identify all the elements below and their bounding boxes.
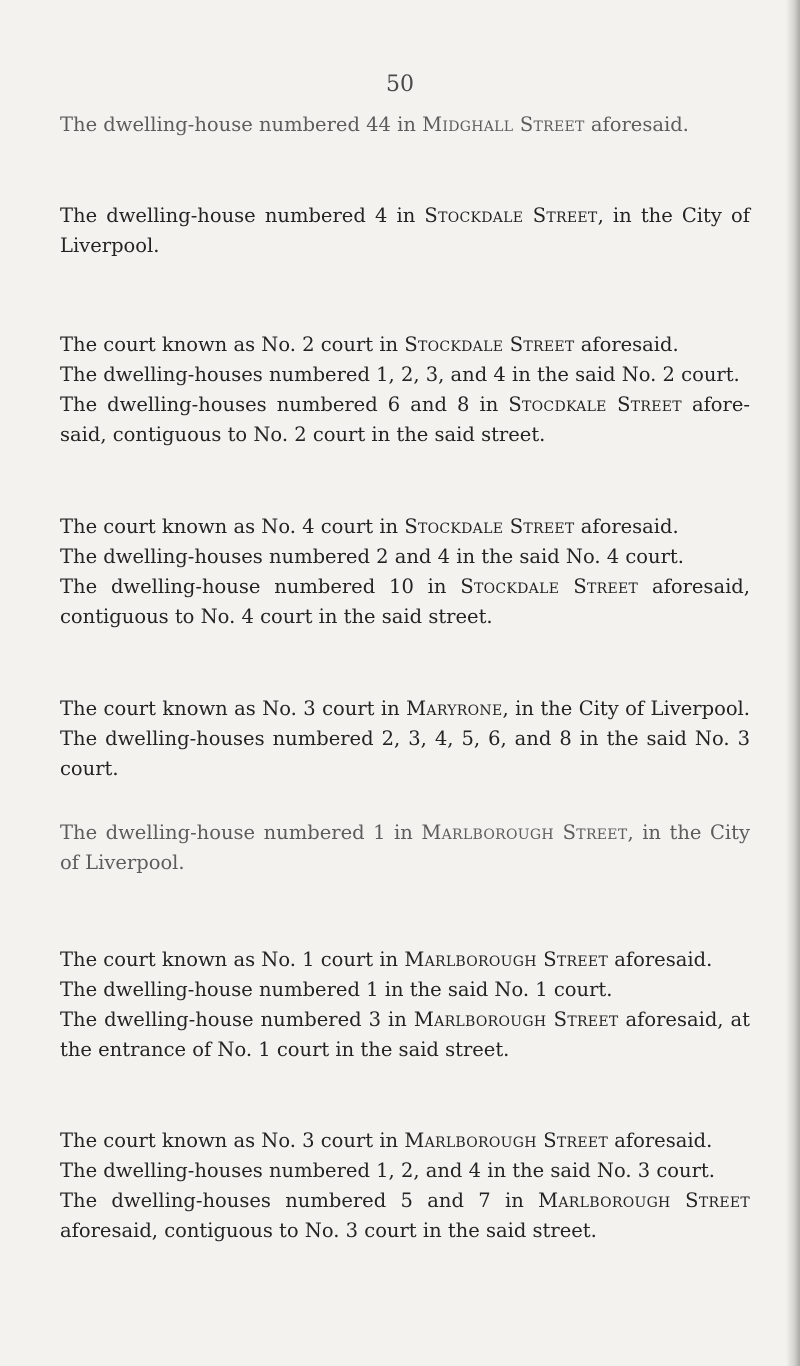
- street-name: Marlborough Street: [404, 948, 609, 971]
- text-line: contiguous to No. 4 court in the said street.: [60, 605, 493, 628]
- entry-stockdale-court-2: [60, 330, 750, 450]
- text-line: The dwelling-houses numbered 1, 2, 3, and 4 in the said No. 2 court.: [60, 363, 740, 386]
- text-line: the entrance of No. 1 court in the said street.: [60, 1038, 510, 1061]
- street-name: Marlborough Street: [421, 821, 628, 844]
- entry-marlborough-court-1: [60, 945, 750, 1065]
- text-line: The dwelling-houses numbered 5 and 7 in Marlborough Street: [60, 1189, 750, 1212]
- text-line: The dwelling-house numbered 1 in Marlborough Street, in the City: [60, 821, 750, 844]
- page-number: 50: [386, 72, 414, 97]
- street-name: Stocdkale Street: [508, 393, 682, 416]
- street-name: Marlborough Street: [538, 1189, 750, 1212]
- text-line: The court known as No. 3 court in Maryrone, in the City of Liverpool.: [60, 697, 750, 720]
- text-line: The dwelling-house numbered 10 in Stockdale Street aforesaid,: [60, 575, 750, 598]
- text-line: The dwelling-houses numbered 2, 3, 4, 5, 6, and 8 in the said No. 3: [60, 727, 750, 750]
- text-line: of Liverpool.: [60, 851, 185, 874]
- text-line: The court known as No. 3 court in Marlborough Street aforesaid.: [60, 1129, 713, 1152]
- text-line: Liverpool.: [60, 234, 160, 257]
- text-line: The dwelling-houses numbered 2 and 4 in the said No. 4 court.: [60, 545, 684, 568]
- text-line: aforesaid, contiguous to No. 3 court in the said street.: [60, 1219, 597, 1242]
- text-line: said, contiguous to No. 2 court in the said street.: [60, 423, 546, 446]
- text-line: The court known as No. 2 court in Stockdale Street aforesaid.: [60, 333, 679, 356]
- page-edge-shadow: [786, 0, 800, 1366]
- street-name: Maryrone: [406, 697, 503, 720]
- entry-maryrone-court-3: [60, 694, 750, 784]
- street-name: Marlborough Street: [413, 1008, 619, 1031]
- text-line: The dwelling-houses numbered 6 and 8 in Stocdkale Street afore-: [60, 393, 750, 416]
- entry-stockdale-4: [60, 201, 750, 261]
- street-name: Stockdale Street: [460, 575, 639, 598]
- text-line: court.: [60, 757, 119, 780]
- text-line: The court known as No. 4 court in Stockdale Street aforesaid.: [60, 515, 679, 538]
- text-line: The dwelling-houses numbered 1, 2, and 4 in the said No. 3 court.: [60, 1159, 715, 1182]
- street-name: Marlborough Street: [404, 1129, 609, 1152]
- street-name: Midghall Street: [422, 113, 585, 136]
- text-line: The court known as No. 1 court in Marlborough Street aforesaid.: [60, 948, 713, 971]
- entry-marlborough-1: [60, 818, 750, 878]
- street-name: Stockdale Street: [404, 333, 575, 356]
- text-line: The dwelling-house numbered 44 in Midghall Street aforesaid.: [60, 113, 689, 136]
- entry-stockdale-court-4: [60, 512, 750, 632]
- text-line: The dwelling-house numbered 1 in the said No. 1 court.: [60, 978, 613, 1001]
- entry-marlborough-court-3: [60, 1126, 750, 1246]
- entry-midghall-44: [60, 110, 750, 140]
- street-name: Stockdale Street: [424, 204, 598, 227]
- street-name: Stockdale Street: [404, 515, 575, 538]
- text-line: The dwelling-house numbered 4 in Stockdale Street, in the City of: [60, 204, 750, 227]
- text-line: The dwelling-house numbered 3 in Marlborough Street aforesaid, at: [60, 1008, 750, 1031]
